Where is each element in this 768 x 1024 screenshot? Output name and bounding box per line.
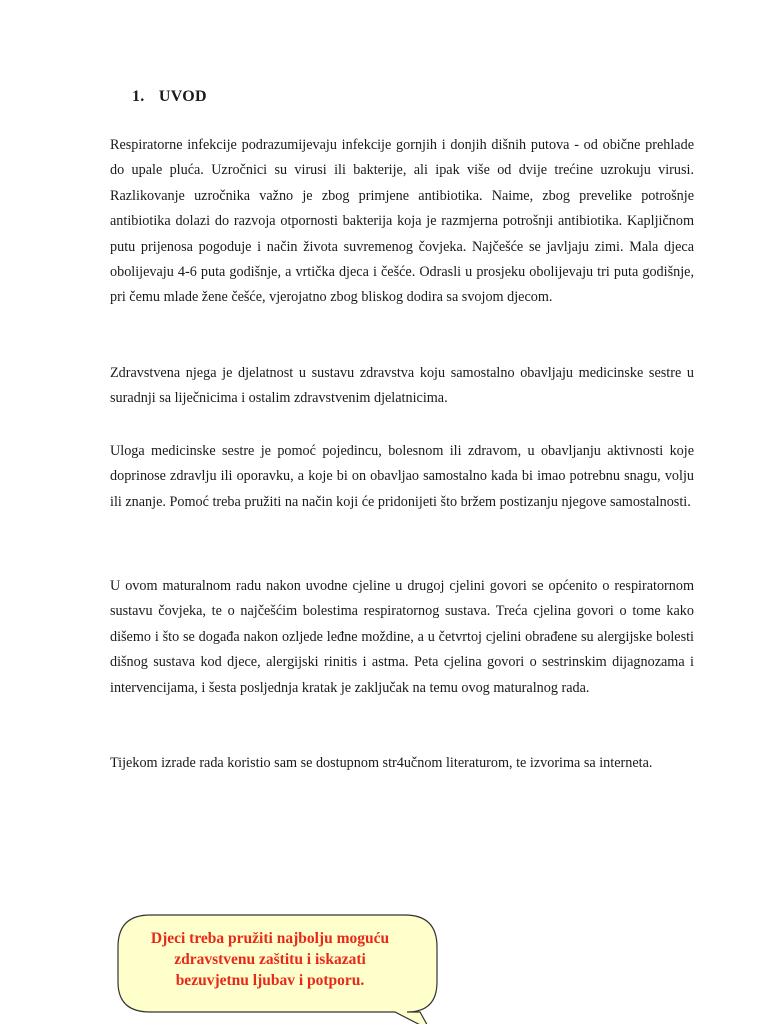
paragraph-health-care: Zdravstvena njega je djelatnost u sustavu zdravstva koju samostalno obavljaju medicinske sestre u suradnji sa liječnicima i ostalim zdravstvenim djelatnicima. (110, 365, 694, 407)
paragraph-sources: Tijekom izrade rada koristio sam se dostupnom str4učnom literaturom, te izvorima sa interneta. (110, 755, 653, 771)
section-title: UVOD (158, 88, 207, 105)
paragraph-thesis-outline: U ovom maturalnom radu nakon uvodne cjeline u drugoj cjelini govori se općenito o respiratornom sustavu čovjeka, te o najčešćim bolestima respiratornog sustava. Treća cjelina govori o tome kako dišemo i što se događa nakon ozljede leđne moždine, a u četvrtoj cjelini obrađene su alergijske bolesti dišnog sustava kod djece, alergijski rinitis i astma. Peta cjelina govori o sestrinskim dijagnozama i intervencijama, i šesta posljednja kratak je zaključak na temu ovog maturalnog rada. (110, 578, 694, 696)
section-number: 1. (132, 88, 145, 105)
callout-line-1: Djeci treba pružiti najbolju moguću (150, 930, 390, 947)
paragraph-nurse-role: Uloga medicinske sestre je pomoć pojedincu, bolesnom ili zdravom, u obavljanju aktivnosti koje doprinose zdravlju ili oporavku, a koje bi on obavljao samostalno kada bi imao potrebnu snagu, volju ili znanje. Pomoć treba pružiti na način koji će pridonijeti što bržem postizanju njegove samostalnosti. (110, 443, 694, 510)
callout-line-3: bezuvjetnu ljubav i potporu. (175, 972, 365, 989)
callout-text (130, 928, 410, 991)
paragraph-intro-infections: Respiratorne infekcije podrazumijevaju infekcije gornjih i donjih dišnih putova - od obične prehlade do upale pluća. Uzročnici su virusi ili bakterije, ali ipak više od dvije trećine uzrokuju virusi. Razlikovanje uzročnika važno je zbog primjene antibiotika. Naime, zbog prevelike potrošnje antibiotika dolazi do razvoja otpornosti bakterija koja je razmjerna potrošnji antibiotika. Kapljičnom putu prijenosa pogoduje i način života suvremenog čovjeka. Najčešće se javljaju zimi. Mala djeca obolijevaju 4-6 puta godišnje, a vrtička djeca i češće. Odrasli u prosjeku obolijevaju tri puta godišnje, pri čemu mlade žene češće, vjerojatno zbog bliskog dodira sa svojom djecom. (110, 137, 694, 306)
callout-line-2: zdravstvenu zaštitu i iskazati (174, 951, 366, 968)
